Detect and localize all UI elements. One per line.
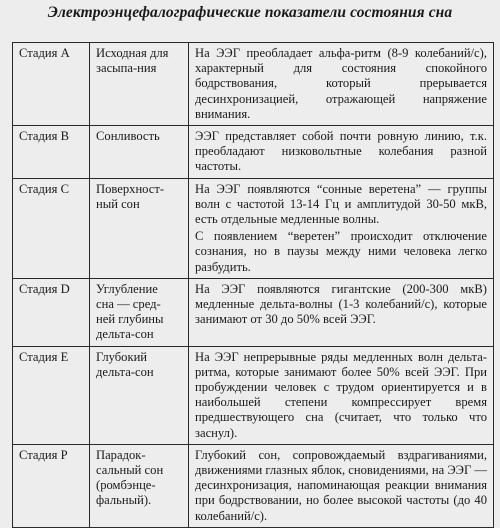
table-row xyxy=(13,278,494,346)
stage-label: Стадия А xyxy=(13,43,90,126)
stage-description xyxy=(189,178,494,278)
stage-description xyxy=(189,278,494,346)
document-title: Электроэнцефалографические показатели состояния сна xyxy=(47,4,453,21)
stage-label: Стадия В xyxy=(13,126,90,179)
table-row xyxy=(13,346,494,444)
description-paragraph: На ЭЭГ появляются гигантские (200-300 мкВ) медленные дельта-волны (1-3 колебаний/с), которые занимают от 30 до 50% всей ЭЭГ. xyxy=(195,281,487,327)
stage-name: Сонливость xyxy=(90,126,189,179)
stage-description xyxy=(189,444,494,527)
stage-name: Углубление сна — сред-ней глубины дельта-сон xyxy=(90,278,189,346)
description-paragraph: На ЭЭГ появляются “сонные веретена” — группы волн с частотой 13-14 Гц и амплитудой 30-50 мкВ, есть отдельные медленные волны. xyxy=(195,181,487,227)
stage-label: Стадия С xyxy=(13,178,90,278)
sleep-stages-table xyxy=(12,42,494,528)
description-paragraph: На ЭЭГ непрерывные ряды медленных волн дельта-ритма, которые занимают более 50% всей ЭЭГ. При пробуждении человек с трудом ориентируется и в наибольшей степени компрессирует время предшествующего сна (считает, что только что заснул). xyxy=(195,349,487,440)
stage-description xyxy=(189,43,494,126)
table-row xyxy=(13,444,494,527)
stage-label: Стадия D xyxy=(13,278,90,346)
table-row xyxy=(13,178,494,278)
description-paragraph: Глубокий сон, сопровождаемый вздрагиваниями, движениями глазных яблок, сновидениями, на ЭЭГ — десинхронизация, напоминающая реакции внимания при бодрствовании, но более высокой частоты (до 40 колебаний/с). xyxy=(195,447,487,523)
stage-name: Поверхност-ный сон xyxy=(90,178,189,278)
description-paragraph: На ЭЭГ преобладает альфа-ритм (8-9 колебаний/с), характерный для состояния спокойного бодрствования, который прерывается десинхронизацией, отражающей напряжение внимания. xyxy=(195,46,487,121)
stage-label: Стадия Е xyxy=(13,346,90,444)
stage-description xyxy=(189,346,494,444)
table-row xyxy=(13,43,494,126)
table-row xyxy=(13,126,494,179)
description-paragraph: ЭЭГ представляет собой почти ровную линию, т.к. преобладают низковольтные колебания разной частоты. xyxy=(195,129,487,174)
stage-label: Стадия Р xyxy=(13,444,90,527)
description-paragraph: С появлением “веретен” происходит отключение сознания, но в паузы между ними человека легко разбудить. xyxy=(195,229,487,274)
stage-name: Парадок-сальный сон (ромбэнце-фальный). xyxy=(90,444,189,527)
stage-description xyxy=(189,126,494,179)
stage-name: Исходная для засыпа-ния xyxy=(90,43,189,126)
stage-name: Глубокий дельта-сон xyxy=(90,346,189,444)
